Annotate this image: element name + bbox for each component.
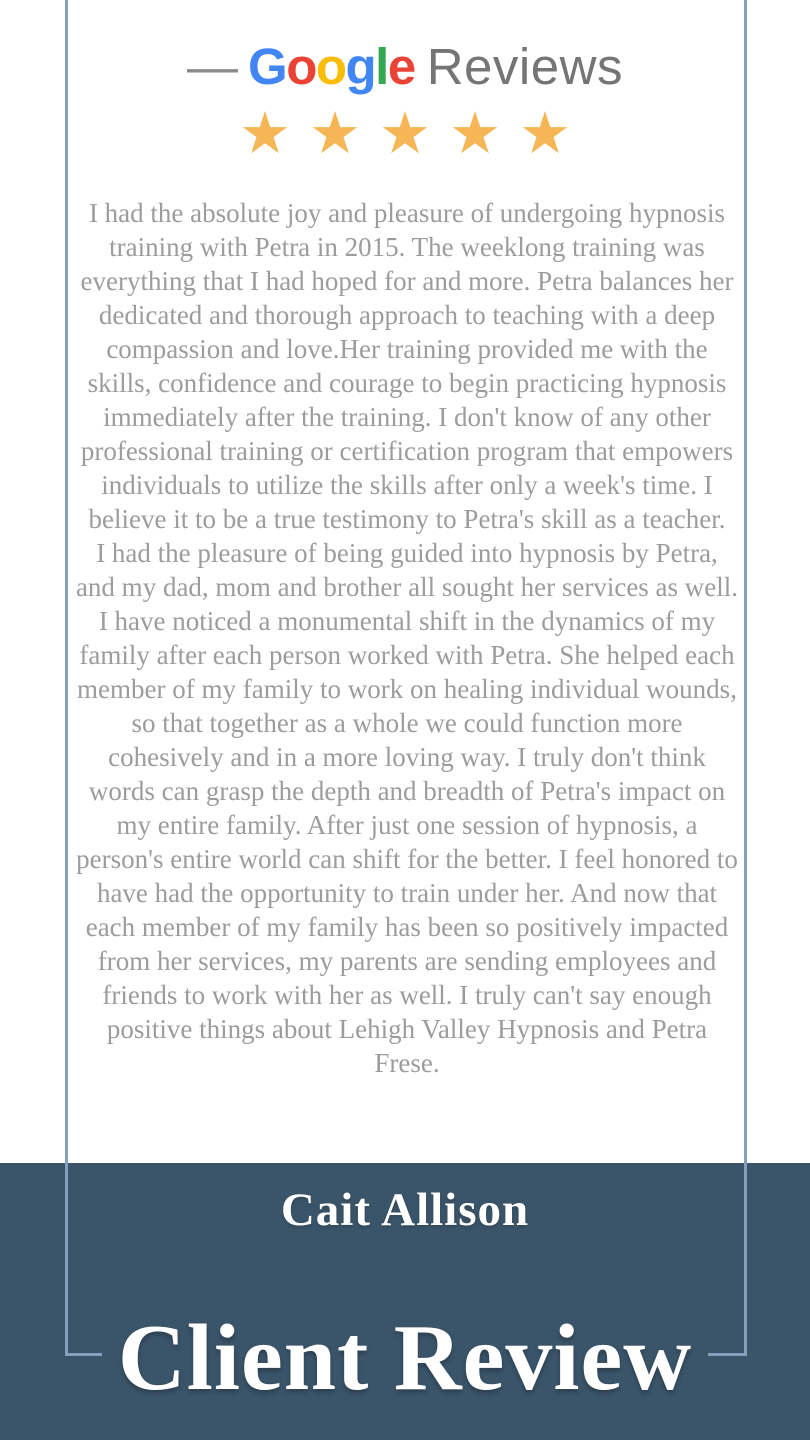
attribution-dash: — [187,38,239,95]
title-row [0,1302,810,1414]
brand-letter: l [375,38,388,95]
star-icon: ★ [379,99,431,167]
star-icon: ★ [309,99,361,167]
brand-letter: e [387,38,415,95]
brand-letter: o [315,38,346,95]
banner-title: Client Review [102,1302,708,1414]
star-icon: ★ [239,99,291,167]
google-wordmark [248,38,415,95]
star-icon: ★ [519,99,571,167]
reviewer-name: Cait Allison [280,1184,530,1236]
brand-letter: g [345,38,376,95]
review-paragraph: I had the pleasure of being guided into hypnosis by Petra, and my dad, mom and brother all sought her services as well. I have noticed a monumental shift in the dynamics of my family after each person worked with Petra. She helped each member of my family to work on healing individual wounds, so that together as a whole we could function more cohesively and in a more loving way. I truly don't think words can grasp the depth and breadth of Petra's impact on my entire family. After just one session of hypnosis, a person's entire world can shift for the better. I feel honored to have had the opportunity to train under her. And now that each member of my family has been so positively impacted from her services, my parents are sending employees and friends to work with her as well. I truly can't say enough positive things about Lehigh Valley Hypnosis and Petra Frese. [75,538,739,1078]
reviewer-row [0,1184,810,1236]
review-text [74,196,740,1080]
logo-suffix: Reviews [426,38,623,95]
review-paragraph: I had the absolute joy and pleasure of undergoing hypnosis training with Petra in 2015. The weeklong training was everything that I had hoped for and more. Petra balances her dedicated and thorough approach to teaching with a deep compassion and love.Her training provided me with the skills, confidence and courage to begin practicing hypnosis immediately after the training. I don't know of any other professional training or certification program that empowers individuals to utilize the skills after only a week's time. I believe it to be a true testimony to Petra's skill as a teacher. [80,198,734,534]
google-reviews-logo [0,38,810,96]
star-icon: ★ [449,99,501,167]
brand-letter: o [286,38,316,95]
brand-letter: G [248,38,287,95]
star-rating [0,100,810,166]
